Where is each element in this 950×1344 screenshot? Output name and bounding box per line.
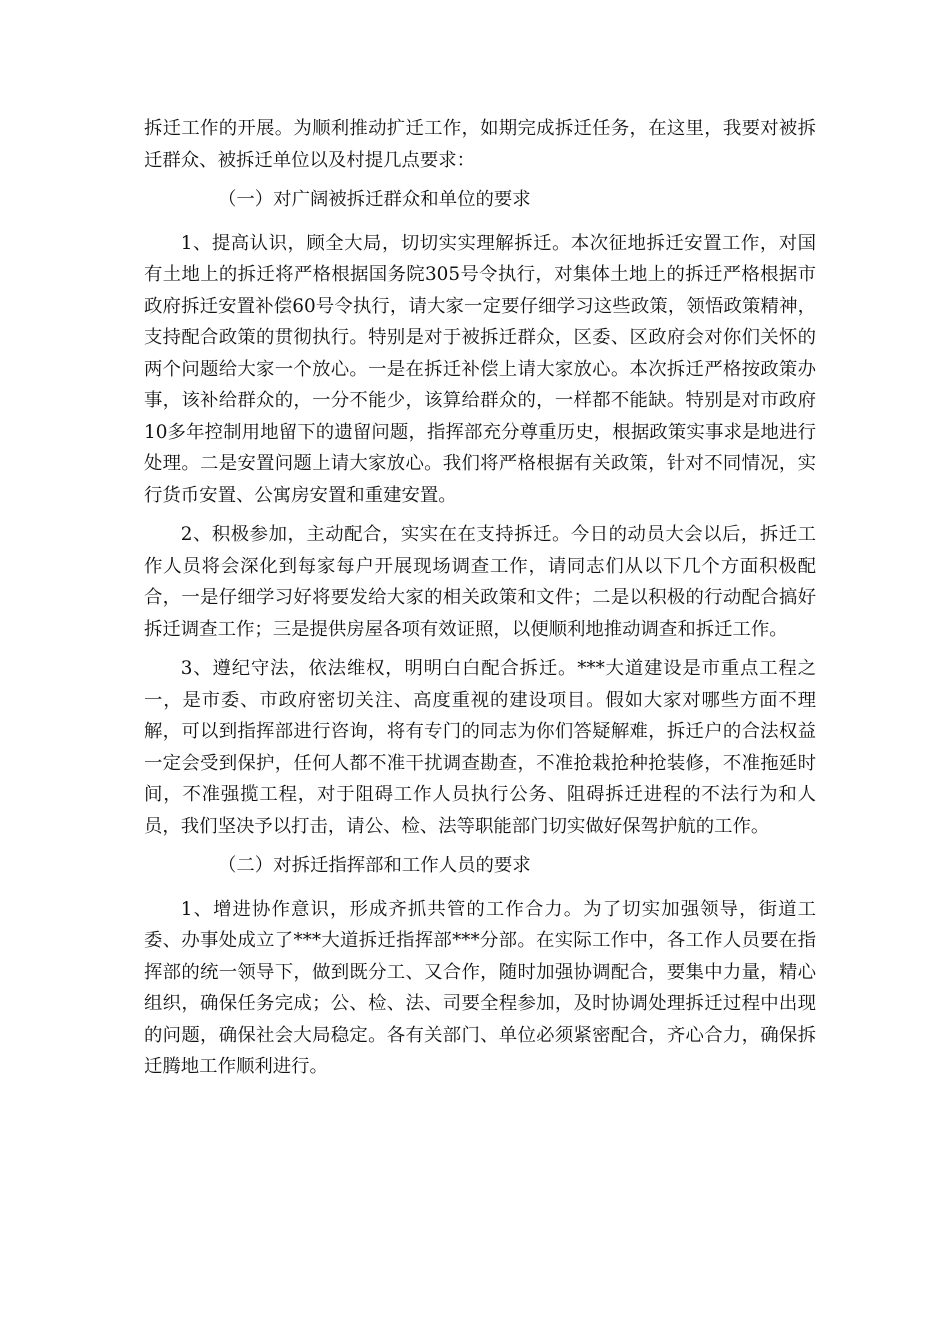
section-heading-2: （二）对拆迁指挥部和工作人员的要求 xyxy=(218,855,531,876)
section-heading-1: （一）对广阔被拆迁群众和单位的要求 xyxy=(218,189,531,210)
paragraph-item-4: 1、增进协作意识，形成齐抓共管的工作合力。为了切实加强领导，街道工委、办事处成立了***大道拆迁指挥部***分部。在实际工作中，各工作人员要在指挥部的统一领导下，做到既分工、又合作，随时加强协调配合，要集中力量，精心组织，确保任务完成；公、检、法、司要全程参加，及时协调处理拆迁过程中出现的问题，确保社会大局稳定。各有关部门、单位必须紧密配合，齐心合力，确保拆迁腾地工作顺利进行。 xyxy=(144,898,816,1077)
paragraph-item-2: 2、积极参加，主动配合，实实在在支持拆迁。今日的动员大会以后，拆迁工作人员将会深化到每家每户开展现场调查工作，请同志们从以下几个方面积极配合，一是仔细学习好将要发给大家的相关政策和文件；二是以积极的行动配合搞好拆迁调查工作；三是提供房屋各项有效证照，以便顺利地推动调查和拆迁工作。 xyxy=(144,524,816,640)
paragraph-continuation: 拆迁工作的开展。为顺利推动扩迁工作，如期完成拆迁任务，在这里，我要对被拆迁群众、被拆迁单位以及村提几点要求： xyxy=(144,118,816,171)
paragraph-item-3: 3、遵纪守法，依法维权，明明白白配合拆迁。***大道建设是市重点工程之一，是市委、市政府密切关注、高度重视的建设项目。假如大家对哪些方面不理解，可以到指挥部进行咨询，将有专门的同志为你们答疑解难，拆迁户的合法权益一定会受到保护，任何人都不准干扰调查勘查，不准抢栽抢种抢装修，不准拖延时间，不准强揽工程，对于阻碍工作人员执行公务、阻碍拆迁进程的不法行为和人员，我们坚决予以打击，请公、检、法等职能部门切实做好保驾护航的工作。 xyxy=(144,658,816,837)
paragraph-item-1: 1、提高认识，顾全大局，切切实实理解拆迁。本次征地拆迁安置工作，对国有土地上的拆迁将严格根据国务院305号令执行，对集体土地上的拆迁严格根据市政府拆迁安置补偿60号令执行，请大家一定要仔细学习这些政策，领悟政策精神，支持配合政策的贯彻执行。特别是对于被拆迁群众，区委、区政府会对你们关怀的两个问题给大家一个放心。一是在拆迁补偿上请大家放心。本次拆迁严格按政策办事，该补给群众的，一分不能少，该算给群众的，一样都不能缺。特别是对市政府10多年控制用地留下的遗留问题，指挥部充分尊重历史，根据政策实事求是地进行处理。二是安置问题上请大家放心。我们将严格根据有关政策，针对不同情况，实行货币安置、公寓房安置和重建安置。 xyxy=(144,232,816,506)
document-body xyxy=(144,113,816,1091)
